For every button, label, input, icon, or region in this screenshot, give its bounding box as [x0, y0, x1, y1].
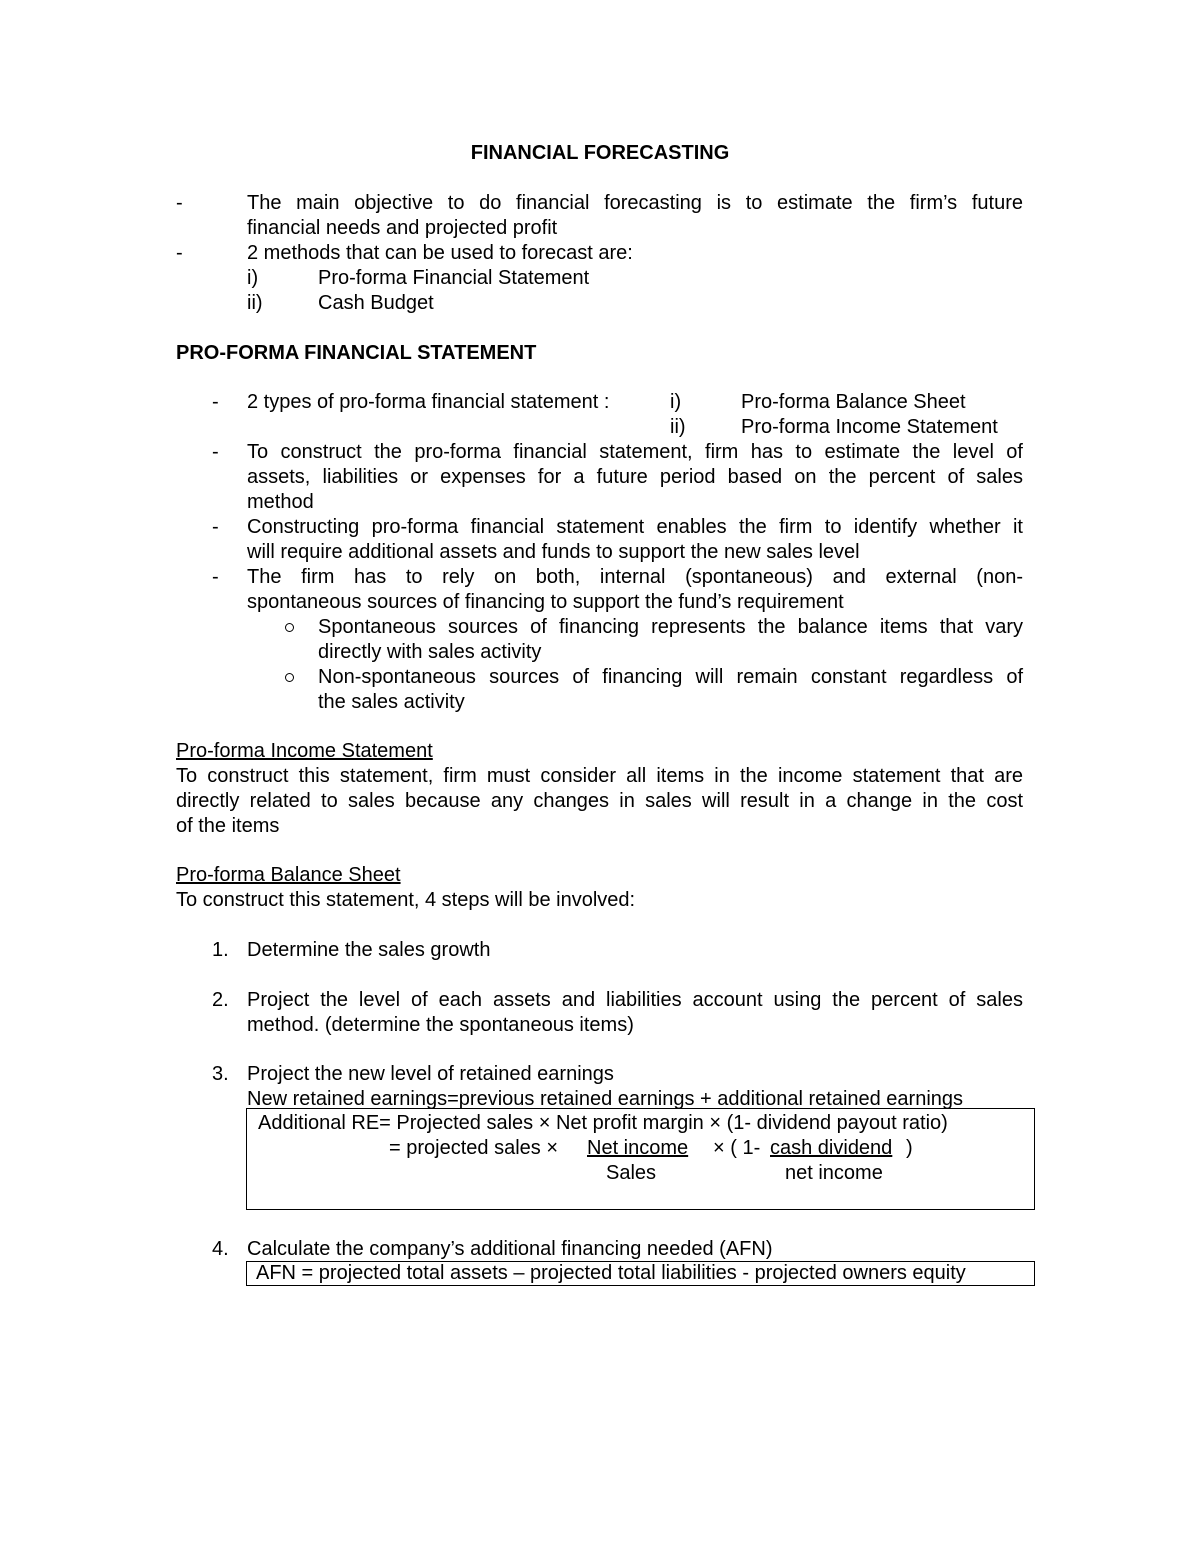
- income-line: To construct this statement, firm must consider all items in the income statement that are: [176, 765, 1023, 787]
- re-formula-line1: Additional RE= Projected sales × Net profit margin × (1- dividend payout ratio): [258, 1112, 948, 1134]
- step-number: 3.: [212, 1063, 229, 1085]
- income-heading: Pro-forma Income Statement: [176, 740, 433, 762]
- balance-intro: To construct this statement, 4 steps will be involved:: [176, 889, 636, 911]
- type-text: Pro-forma Balance Sheet: [741, 391, 966, 413]
- section-heading-proforma: PRO-FORMA FINANCIAL STATEMENT: [176, 342, 537, 364]
- re-cash-dividend-numerator: cash dividend: [770, 1137, 893, 1159]
- re-sales-denominator: Sales: [606, 1162, 657, 1184]
- rely-line: The firm has to rely on both, internal (spontaneous) and external (non-: [247, 566, 1023, 588]
- method-text: Cash Budget: [318, 292, 434, 314]
- sub-bullet-line: the sales activity: [318, 691, 465, 713]
- construct-line: To construct the pro-forma financial statement, firm has to estimate the level of: [247, 441, 1023, 463]
- rely-line: spontaneous sources of financing to support the fund’s requirement: [247, 591, 844, 613]
- bullet-dash: -: [212, 441, 219, 463]
- re-formula-part: = projected sales ×: [389, 1137, 558, 1159]
- bullet-dash: -: [176, 192, 183, 214]
- step-number: 2.: [212, 989, 229, 1011]
- construct-line: method: [247, 491, 314, 513]
- circle-bullet-icon: [285, 673, 294, 682]
- sub-bullet-line: Spontaneous sources of financing represents the balance items that vary: [318, 616, 1023, 638]
- bullet-dash: -: [176, 242, 183, 264]
- re-net-income-denominator: net income: [785, 1162, 883, 1184]
- sub-bullet-line: Non-spontaneous sources of financing will remain constant regardless of: [318, 666, 1023, 688]
- intro-item1-line2: financial needs and projected profit: [247, 217, 558, 239]
- type-text: Pro-forma Income Statement: [741, 416, 998, 438]
- types-label: 2 types of pro-forma financial statement :: [247, 391, 610, 413]
- bullet-dash: -: [212, 566, 219, 588]
- enables-line: will require additional assets and funds to support the new sales level: [247, 541, 860, 563]
- construct-line: assets, liabilities or expenses for a future period based on the percent of sales: [247, 466, 1023, 488]
- enables-line: Constructing pro-forma financial statement enables the firm to identify whether it: [247, 516, 1023, 538]
- step-text: Determine the sales growth: [247, 939, 491, 961]
- type-num: i): [670, 391, 682, 413]
- method-text: Pro-forma Financial Statement: [318, 267, 590, 289]
- re-net-income-numerator: Net income: [587, 1137, 689, 1159]
- page-title: FINANCIAL FORECASTING: [470, 142, 730, 164]
- income-line: of the items: [176, 815, 280, 837]
- type-num: ii): [670, 416, 686, 438]
- method-num: ii): [247, 292, 263, 314]
- re-formula-part: × ( 1-: [713, 1137, 761, 1159]
- bullet-dash: -: [212, 516, 219, 538]
- step-text: Project the level of each assets and liabilities account using the percent of sales: [247, 989, 1023, 1011]
- step-text: method. (determine the spontaneous items): [247, 1014, 634, 1036]
- re-formula-part: ): [906, 1137, 913, 1159]
- afn-formula: AFN = projected total assets – projected total liabilities - projected owners equity: [256, 1262, 966, 1284]
- step-text: Calculate the company’s additional financing needed (AFN): [247, 1238, 773, 1260]
- step-number: 4.: [212, 1238, 229, 1260]
- income-line: directly related to sales because any changes in sales will result in a change in the cost: [176, 790, 1023, 812]
- circle-bullet-icon: [285, 623, 294, 632]
- sub-bullet-line: directly with sales activity: [318, 641, 542, 663]
- step-text: Project the new level of retained earnings: [247, 1063, 614, 1085]
- step-number: 1.: [212, 939, 229, 961]
- intro-item1-line1: The main objective to do financial forecasting is to estimate the firm’s future: [247, 192, 1023, 214]
- method-num: i): [247, 267, 259, 289]
- bullet-dash: -: [212, 391, 219, 413]
- retained-earnings-formula: New retained earnings=previous retained earnings + additional retained earnings: [247, 1088, 964, 1110]
- intro-item2: 2 methods that can be used to forecast are:: [247, 242, 633, 264]
- balance-heading: Pro-forma Balance Sheet: [176, 864, 401, 886]
